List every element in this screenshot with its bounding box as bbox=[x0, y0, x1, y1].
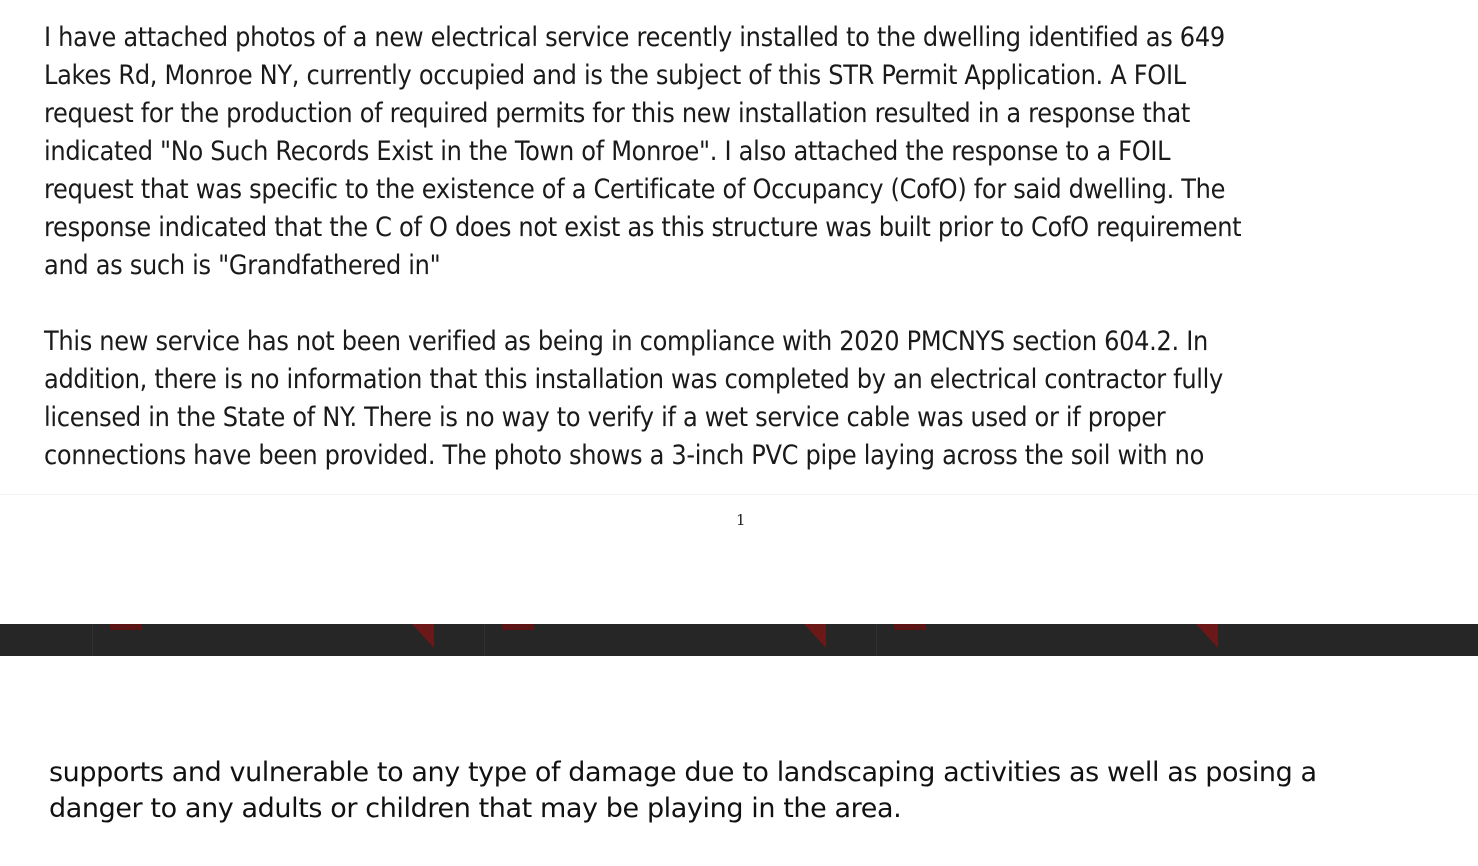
text-line-1: I have attached photos of a new electrical service recently installed to the dwelling identified as 649 bbox=[44, 22, 1225, 53]
bar-divider bbox=[92, 624, 93, 656]
bar-divider bbox=[484, 624, 485, 656]
page-separator-bar bbox=[0, 624, 1478, 656]
document-page-2 bbox=[0, 656, 1478, 866]
text-line-7: and as such is "Grandfathered in" bbox=[44, 250, 441, 281]
text-line-3: request for the production of required permits for this new installation resulted in a response that bbox=[44, 98, 1191, 129]
text-line-9: addition, there is no information that this installation was completed by an electrical contractor fully bbox=[44, 364, 1224, 395]
page2-text-line-2: danger to any adults or children that may be playing in the area. bbox=[49, 793, 902, 824]
page2-text-line-1: supports and vulnerable to any type of damage due to landscaping activities as well as posing a bbox=[49, 757, 1317, 788]
page-number: 1 bbox=[736, 511, 746, 529]
text-line-5: request that was specific to the existence of a Certificate of Occupancy (CofO) for said dwelling. The bbox=[44, 174, 1226, 205]
text-line-8: This new service has not been verified as being in compliance with 2020 PMCNYS section 604.2. In bbox=[44, 326, 1208, 357]
text-line-6: response indicated that the C of O does not exist as this structure was built prior to CofO requirement bbox=[44, 212, 1242, 243]
thumbnail-accent bbox=[894, 624, 926, 630]
thumbnail-accent bbox=[110, 624, 142, 630]
text-line-11: connections have been provided. The photo shows a 3-inch PVC pipe laying across the soil with no bbox=[44, 440, 1205, 471]
text-line-10: licensed in the State of NY. There is no way to verify if a wet service cable was used or if proper bbox=[44, 402, 1166, 433]
thumbnail-corner bbox=[1196, 624, 1218, 648]
thumbnail-corner bbox=[804, 624, 826, 648]
thumbnail-corner bbox=[412, 624, 434, 648]
text-line-4: indicated "No Such Records Exist in the Town of Monroe". I also attached the response to a FOIL bbox=[44, 136, 1171, 167]
thumbnail-accent bbox=[502, 624, 534, 630]
text-line-2: Lakes Rd, Monroe NY, currently occupied and is the subject of this STR Permit Application. A FOIL bbox=[44, 60, 1186, 91]
bar-divider bbox=[876, 624, 877, 656]
